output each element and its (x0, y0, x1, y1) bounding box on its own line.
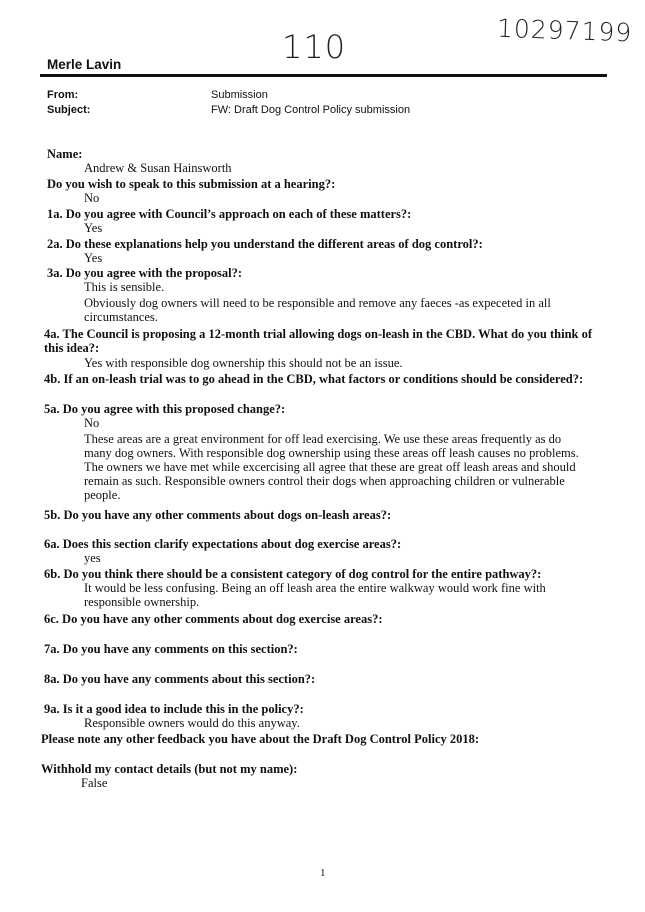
answer-1a: Yes (84, 221, 103, 235)
withhold-question: Withhold my contact details (but not my name): (41, 762, 298, 776)
subject-value: FW: Draft Dog Control Policy submission (211, 104, 411, 116)
question-5a: 5a. Do you agree with this proposed change?: (44, 402, 286, 416)
author-name: Merle Lavin (47, 57, 122, 72)
hearing-question: Do you wish to speak to this submission at a hearing?: (47, 177, 336, 191)
question-6b: 6b. Do you think there should be a consistent category of dog control for the entire pathway?: (44, 567, 542, 581)
answer-6b: It would be less confusing. Being an off leash area the entire walkway would work fine with responsible ownership. (84, 581, 546, 609)
answer-9a: Responsible owners would do this anyway. (84, 716, 300, 730)
question-4a: 4a. The Council is proposing a 12-month trial allowing dogs on-leash in the CBD. What do you think of this idea?: (44, 327, 593, 355)
name-question: Name: (47, 147, 83, 161)
page-number: 1 (320, 867, 326, 879)
handwritten-submission-number: 110 (282, 28, 347, 66)
question-1a: 1a. Do you agree with Council’s approach on each of these matters?: (47, 207, 412, 221)
question-2a: 2a. Do these explanations help you understand the different areas of dog control?: (47, 237, 483, 251)
from-label: From: (47, 89, 79, 101)
from-value: Submission (211, 89, 268, 101)
answer-2a: Yes (84, 251, 103, 265)
answer-5a-line-1: No (84, 416, 100, 430)
question-7a: 7a. Do you have any comments on this section?: (44, 642, 298, 656)
name-answer: Andrew & Susan Hainsworth (84, 161, 232, 175)
subject-label: Subject: (47, 104, 91, 116)
handwritten-reference-number: 10297199 (496, 13, 633, 48)
question-4b: 4b. If an on-leash trial was to go ahead in the CBD, what factors or conditions should be considered?: (44, 372, 584, 386)
answer-6a: yes (84, 551, 101, 565)
answer-4a: Yes with responsible dog ownership this should not be an issue. (84, 356, 403, 370)
question-6a: 6a. Does this section clarify expectations about dog exercise areas?: (44, 537, 402, 551)
answer-5a-line-2: These areas are a great environment for off lead exercising. We use these areas frequently as do many dog owners. With responsible dog ownership using these areas off leash causes no problems. The owners we have met while excercising all agree that these are great off leash areas and should remain as such. Responsible owners control their dogs when approaching children or vulnerable people. (84, 432, 579, 502)
answer-3a-line-1: This is sensible. (84, 280, 165, 294)
question-8a: 8a. Do you have any comments about this section?: (44, 672, 316, 686)
answer-3a-line-2: Obviously dog owners will need to be responsible and remove any faeces -as expeceted in all circumstances. (84, 296, 551, 324)
question-5b: 5b. Do you have any other comments about dogs on-leash areas?: (44, 508, 392, 522)
question-9a: 9a. Is it a good idea to include this in the policy?: (44, 702, 304, 716)
hearing-answer: No (84, 191, 100, 205)
question-6c: 6c. Do you have any other comments about dog exercise areas?: (44, 612, 383, 626)
feedback-question: Please note any other feedback you have about the Draft Dog Control Policy 2018: (41, 732, 480, 746)
question-3a: 3a. Do you agree with the proposal?: (47, 266, 243, 280)
header-divider (40, 74, 607, 77)
withhold-answer: False (81, 776, 108, 790)
